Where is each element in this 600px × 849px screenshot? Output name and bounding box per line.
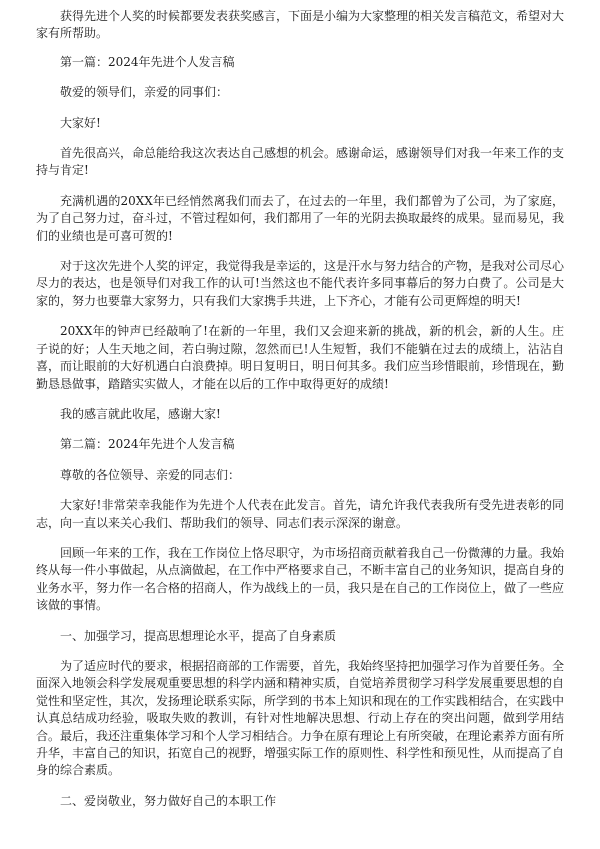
article1-title: 第一篇：2024年先进个人发言稿 — [60, 54, 235, 69]
article1-paragraph: 对于这次先进个人奖的评定，我觉得我是幸运的，这是汗水与努力结合的产物，是我对公司尽心尽力的表达，也是领导们对我工作的认可!当然这也不能代表许多同事幕后的努力白费了。公司是大家的，努力也要靠大家努力，只有我们大家携手共进，上下齐心，才能有公司更辉煌的明天! — [36, 259, 565, 308]
article1-greeting: 大家好! — [60, 115, 101, 130]
article1-paragraph: 20XX年的钟声已经敲响了!在新的一年里，我们又会迎来新的挑战，新的机会，新的人生。庄子说的好；人生天地之间，若白驹过隙，忽然而已!人生短暂，我们不能躺在过去的成绩上，沾沾自喜，而让眼前的大好机遇白白浪费掉。明日复明日，明日何其多。我们应当珍惜眼前，珍惜现在，勤勤恳恳做事，踏踏实实做人，才能在以后的工作中取得更好的成绩! — [36, 324, 565, 391]
article1-salutation: 敬爱的领导们，亲爱的同事们： — [60, 85, 229, 100]
article2-paragraph: 大家好!非常荣幸我能作为先进个人代表在此发言。首先，请允许我代表我所有受先进表彰的同志，向一直以来关心我们、帮助我们的领导、同志们表示深深的谢意。 — [36, 498, 564, 530]
article2-salutation: 尊敬的各位领导、亲爱的同志们： — [60, 467, 241, 482]
article1-paragraph: 充满机遇的20XX年已经悄然离我们而去了，在过去的一年里，我们都曾为了公司，为了家庭，为了自己努力过，奋斗过，不管过程如何，我们都用了一年的光阴去换取最终的成果。显而易见，我们的业绩也是可喜可贺的! — [36, 193, 565, 243]
intro-paragraph: 获得先进个人奖的时候都要发表获奖感言，下面是小编为大家整理的相关发言稿范文，希望对大家有所帮助。 — [36, 9, 565, 41]
article2-paragraph: 回顾一年来的工作，我在工作岗位上恪尽职守，为市场招商贡献着我自己一份微薄的力量。我始终从每一件小事做起，从点滴做起，在工作中严格要求自己，不断丰富自己的业务知识，提高自身的业务水平，努力作一名合格的招商人，作为战线上的一员，我只是在自己的工作岗位上，做了一些应该做的事情。 — [36, 545, 565, 613]
section1-body: 为了适应时代的要求，根据招商部的工作需要，首先，我始终坚持把加强学习作为首要任务。全面深入地领会科学发展观重要思想的科学内涵和精神实质，自觉培养贯彻学习科学发展重要思想的自觉性和坚定性，其次，发扬理论联系实际，所学到的书本上知识和现在的工作实践相结合，在实践中认真总结成功经验，吸取失败的教训，有针对性地解决思想、行动上存在的突出问题，做到学用结合。最后，我还注重集体学习和个人学习相结合。力争在原有理论上有所突破，在理论素养方面有所升华，丰富自己的知识，拓宽自己的视野，增强实际工作的原则性、科学性和预见性，从而提高了自身的综合素质。 — [36, 658, 565, 778]
article2-title: 第二篇：2024年先进个人发言稿 — [60, 437, 235, 452]
section2-title: 二、爱岗敬业，努力做好自己的本职工作 — [60, 793, 277, 808]
article1-paragraph: 首先很高兴，命总能给我这次表达自己感想的机会。感谢命运，感谢领导们对我一年来工作的支持与肯定! — [36, 146, 565, 178]
article1-closing: 我的感言就此收尾，感谢大家! — [60, 406, 221, 421]
section1-title: 一、加强学习，提高思想理论水平，提高了自身素质 — [60, 628, 337, 643]
